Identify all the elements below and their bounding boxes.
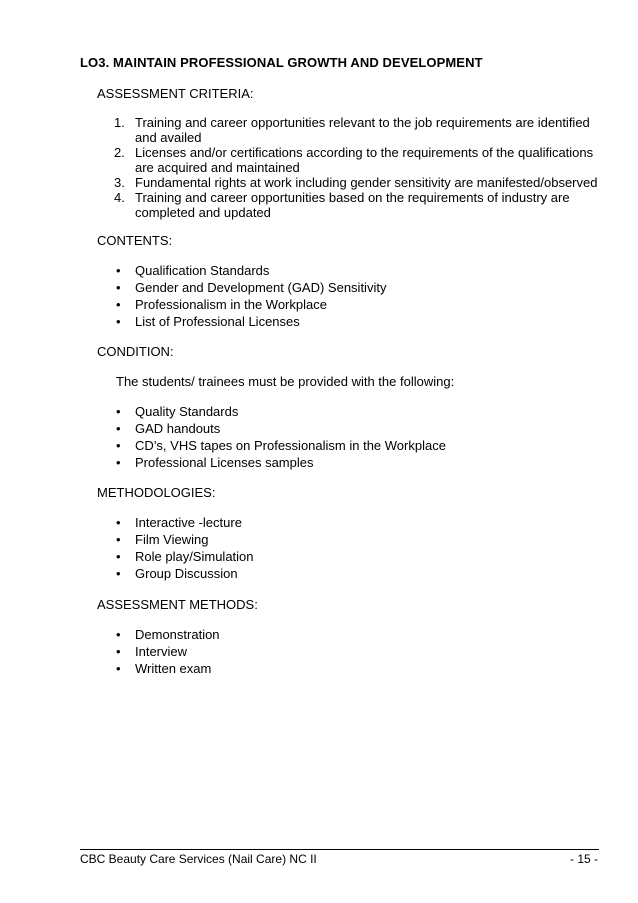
footer-title: CBC Beauty Care Services (Nail Care) NC II: [80, 852, 317, 866]
criteria-item: 3. Fundamental rights at work including gender sensitivity are manifested/observed: [114, 175, 598, 190]
assessment-criteria-heading: ASSESSMENT CRITERIA:: [97, 86, 254, 101]
list-item: • Qualification Standards: [116, 262, 386, 279]
list-item: • Role play/Simulation: [116, 548, 254, 565]
assessment-methods-list: [116, 626, 220, 677]
methodologies-list: [116, 514, 254, 582]
criteria-item: 2. Licenses and/or certifications according to the requirements of the qualifications are acquired and maintained: [114, 145, 594, 175]
section-title: LO3. MAINTAIN PROFESSIONAL GROWTH AND DEVELOPMENT: [80, 55, 483, 70]
list-item: • Quality Standards: [116, 403, 446, 420]
criteria-item: 4. Training and career opportunities based on the requirements of industry are completed and updated: [114, 190, 570, 220]
list-item: • Film Viewing: [116, 531, 254, 548]
condition-list: [116, 403, 446, 471]
list-item: • Interactive -lecture: [116, 514, 254, 531]
page-number: - 15 -: [569, 852, 598, 866]
footer-divider: [80, 849, 599, 850]
assessment-methods-heading: ASSESSMENT METHODS:: [97, 597, 258, 612]
list-item: • GAD handouts: [116, 420, 446, 437]
contents-heading: CONTENTS:: [97, 233, 173, 248]
list-item: • Professionalism in the Workplace: [116, 296, 386, 313]
condition-heading: CONDITION:: [97, 344, 174, 359]
list-item: • Demonstration: [116, 626, 220, 643]
list-item: • Group Discussion: [116, 565, 254, 582]
list-item: • CD’s, VHS tapes on Professionalism in the Workplace: [116, 437, 446, 454]
contents-list: [116, 262, 386, 330]
condition-intro: The students/ trainees must be provided with the following:: [116, 374, 455, 389]
list-item: • Gender and Development (GAD) Sensitivity: [116, 279, 386, 296]
list-item: • Written exam: [116, 660, 220, 677]
list-item: • Interview: [116, 643, 220, 660]
methodologies-heading: METHODOLOGIES:: [97, 485, 216, 500]
list-item: • List of Professional Licenses: [116, 313, 386, 330]
criteria-item: 1. Training and career opportunities relevant to the job requirements are identified and availed: [114, 115, 590, 145]
assessment-criteria-list: [114, 115, 604, 220]
list-item: • Professional Licenses samples: [116, 454, 446, 471]
